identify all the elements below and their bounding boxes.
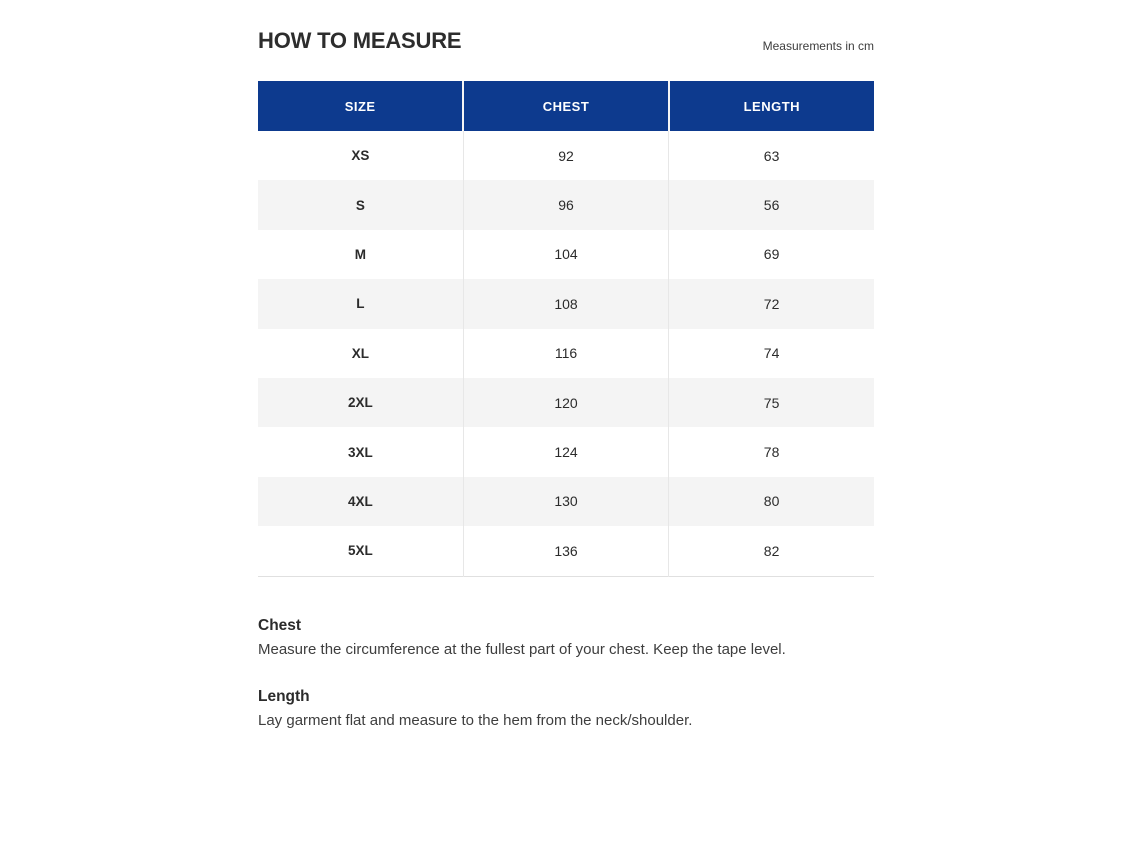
size-table-header-row: [258, 81, 874, 131]
units-note: Measurements in cm: [762, 39, 874, 53]
guide-section-length: [258, 685, 874, 732]
size-cell: 2XL: [348, 395, 373, 411]
guide-description-chest: Measure the circumference at the fullest part of your chest. Keep the tape level.: [258, 640, 786, 658]
page-title: HOW TO MEASURE: [258, 28, 462, 53]
guide-label-chest: Chest: [258, 616, 302, 634]
column-header-chest: CHEST: [463, 81, 668, 131]
table-row: [258, 329, 874, 378]
length-cell: 82: [669, 526, 874, 576]
length-cell: 74: [669, 329, 874, 378]
size-cell: 5XL: [348, 543, 373, 559]
size-table-head: [258, 81, 874, 131]
table-row: [258, 526, 874, 576]
chest-cell: 96: [463, 180, 668, 229]
size-cell: XL: [351, 345, 370, 361]
length-cell: 75: [669, 378, 874, 427]
length-cell: 56: [669, 180, 874, 229]
size-cell: S: [355, 197, 365, 213]
table-row: [258, 378, 874, 427]
size-cell: XS: [351, 148, 370, 164]
length-cell: 69: [669, 230, 874, 279]
chest-cell: 108: [463, 279, 668, 328]
size-guide-panel: [258, 0, 874, 732]
table-row: [258, 279, 874, 328]
guide-description-length: Lay garment flat and measure to the hem from the neck/shoulder.: [258, 711, 693, 729]
column-header-length: LENGTH: [669, 81, 874, 131]
size-cell: 4XL: [348, 493, 373, 509]
table-row: [258, 427, 874, 476]
guide-section-chest: [258, 614, 874, 661]
size-cell: 3XL: [348, 444, 373, 460]
guide-label-length: Length: [258, 687, 310, 705]
size-table: [258, 81, 874, 577]
table-row: [258, 477, 874, 526]
size-table-body: [258, 131, 874, 576]
chest-cell: 124: [463, 427, 668, 476]
table-row: [258, 131, 874, 180]
column-header-size: SIZE: [258, 81, 463, 131]
chest-cell: 130: [463, 477, 668, 526]
size-cell: L: [356, 296, 365, 312]
table-row: [258, 180, 874, 229]
length-cell: 80: [669, 477, 874, 526]
chest-cell: 104: [463, 230, 668, 279]
chest-cell: 92: [463, 131, 668, 180]
length-cell: 78: [669, 427, 874, 476]
length-cell: 63: [669, 131, 874, 180]
chest-cell: 116: [463, 329, 668, 378]
chest-cell: 136: [463, 526, 668, 576]
length-cell: 72: [669, 279, 874, 328]
table-row: [258, 230, 874, 279]
size-cell: M: [354, 246, 367, 262]
chest-cell: 120: [463, 378, 668, 427]
